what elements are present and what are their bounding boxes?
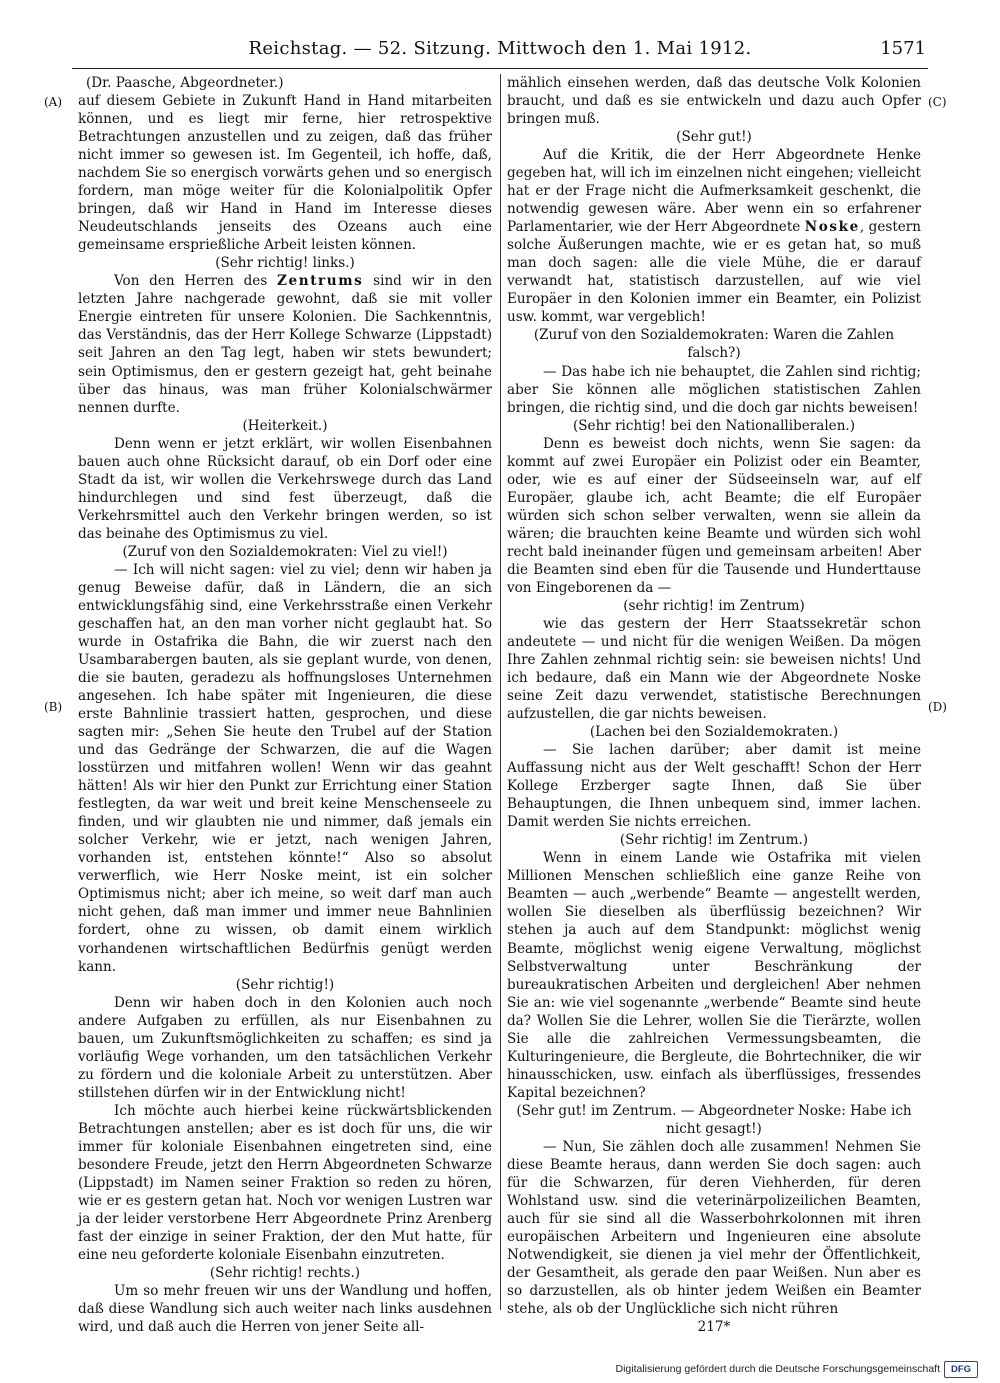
paragraph: — Ich will nicht sagen: viel zu viel; denn wir haben ja genug Beweise dafür, daß in Ländern, die an sich entwicklungsfähig sind, eine Verkehrsstraße einen Verkehr geschaffen hat, an den man vorher nicht geglaubt hat. So wurde in Ostafrika die Bahn, die wir zuerst nach den Usambarabergen bauten, als sie geplant wurde, von denen, die sie bauten, geradezu als hoffnungsloses Unternehmen angesehen. Ich habe später mit Ingenieuren, die diese erste Bahnlinie trassiert hatten, gesprochen, und diese sagten mir: „Sehen Sie heute den Trubel auf der Station und das Gedränge der Schwarzen, die auf die Wagen losstürzen und mitfahren wollen! Wenn wir das geahnt hätten! Als wir hier den Punkt zur Errichtung einer Station festlegten, da war weit und breit keine Menschenseele zu finden, und wir glaubten nie und nimmer, daß jemals ein solcher Verkehr, wie er jetzt, nach wenigen Jahren, vorhanden ist, entstehen könnte!“ Also so absolut verwerflich, wie Herr Noske meint, ist ein solcher Optimismus nicht; aber ich meine, so weit darf man auch nicht gehen, daß man immer und immer neue Bahnlinien fordert, ohne zu wissen, ob damit einem wirklich vorhandenen wirtschaftlichen Bedürfnis genügt werden kann.	[78, 561, 492, 975]
interjection: (Zuruf von den Sozialdemokraten: Viel zu viel!)	[122, 543, 448, 560]
paragraph	[507, 146, 921, 326]
paragraph: Ich möchte auch hierbei keine rückwärtsblickenden Betrachtungen anstellen; aber es ist doch für uns, die wir immer für koloniale Eisenbahnen eingetreten sind, eine besondere Freude, jetzt den Herrn Abgeordneten Schwarze (Lippstadt) im Namen seiner Fraktion so reden zu hören, wie er es gestern getan hat. Noch vor wenigen Lustren war ja der leider verstorbene Herr Abgeordnete Prinz Arenberg fast der einzige in seiner Fraktion, der den Mut hatte, für eine neu geforderte koloniale Eisenbahn einzutreten.	[78, 1102, 492, 1264]
text-run: sind wir in den letzten Jahre nachgerade gewohnt, daß sie mit voller Energie eintreten für unsere Kolonien. Die Sachkenntnis, das Verständnis, das der Herr Kollege Schwarze (Lippstadt) seit Jahren an den Tag legt, haben wir stets bewundert; sein Optimismus, den er gestern gezeigt hat, geht beinahe über das hinaus, was man früher Kolonialschwärmer nennen durfte.	[78, 273, 492, 416]
paragraph: Wenn in einem Lande wie Ostafrika mit vielen Millionen Menschen schließlich eine ganze Reihe von Beamten — auch „werbende“ Beamte — angestellt werden, wollen Sie dieselben als überflüssig bezeichnen? Wir stehen ja auch auf dem Standpunkt: möglichst wenig Beamte, möglichst wenig eigene Verwaltung, möglichst Selbstverwaltung unter Beschränkung der bureaukratischen Arbeiten und dergleichen! Aber nehmen Sie an: wie viel sogenannte „werbende“ Beamte sind heute da? Wollen Sie die Lehrer, wollen Sie die Tierärzte, wollen Sie alle die zahlreichen Vermessungsbeamten, die Kulturingenieure, die Bergleute, die Bohrtechniker, die wir hinausschicken, usw. einfach als überflüssiges, fressendes Kapital bezeichnen?	[507, 850, 921, 1101]
paragraph: Denn es beweist doch nichts, wenn Sie sagen: da kommt auf zwei Europäer ein Polizist oder ein Beamter, oder, wie es auf einer der Südseeinseln war, auf elf Europäer, glaube ich, acht Beamte; die elf Europäer würden sich schon selber verwalten, wenn sie allein da wären; die brauchten keine Beamte und würden sich wohl recht bald ineinander fügen und gemeinsam arbeiten! Aber die Beamten sind eben für die Tausende und Hunderttause von Eingeborenen da —	[507, 435, 921, 596]
running-head: Reichstag. — 52. Sitzung. Mittwoch den 1. Mai 1912.	[248, 38, 752, 59]
paragraph: mählich einsehen werden, daß das deutsche Volk Kolonien braucht, und daß es sie entwickeln und dazu auch Opfer bringen muß.	[507, 75, 921, 128]
paragraph: wie das gestern der Herr Staatssekretär schon andeutete — und nicht für die wenigen Weißen. Da mögen Ihre Zahlen zehnmal richtig sein: sie beweisen nichts! Und ich bedaure, daß ein Mann wie der Abgeordnete Noske seine Zeit dazu verwendet, statistische Berechnungen aufzustellen, die gar nichts beweisen.	[507, 615, 921, 723]
emphasized-name: Zentrums	[277, 273, 364, 290]
right-column	[507, 74, 921, 1336]
interjection: (Sehr richtig! links.)	[215, 255, 355, 272]
speaker-note: (Dr. Paasche, Abgeordneter.)	[86, 75, 284, 91]
margin-marker-b: (B)	[44, 700, 63, 714]
margin-marker-a: (A)	[44, 95, 63, 109]
interjection: (Sehr richtig!)	[235, 976, 335, 993]
page-footer	[0, 1360, 1000, 1380]
margin-marker-d: (D)	[928, 700, 947, 714]
page-header	[0, 0, 1000, 75]
interjection: (Sehr richtig! bei den Nationalliberalen.)	[572, 417, 856, 434]
paragraph	[78, 272, 492, 416]
sheet-signature: 217*	[697, 1319, 731, 1336]
text-run: Von den Herren des	[114, 273, 278, 290]
interjection: (Sehr gut!)	[676, 129, 752, 146]
paragraph: — Nun, Sie zählen doch alle zusammen! Nehmen Sie diese Beamte heraus, dann werden Sie doch sagen: auch für die Schwarzen, für deren Viehherden, für deren Wohlstand usw. sind die veterinärpolizeilichen Beamten, auch für sie sind all die Wasserbohrkolonnen mit ihren europäischen Arbeitern und Ingenieuren eine absolute Notwendigkeit, sie dienen ja viel mehr der Öffentlichkeit, der Gesamtheit, als gerade den paar Weißen. Nun aber es so darzustellen, als ob hinter jedem Weißen ein Beamter stehe, als ob der Unglückliche sich nicht rühren	[507, 1138, 921, 1318]
paragraph: Denn wir haben doch in den Kolonien auch noch andere Aufgaben zu erfüllen, als nur Eisenbahnen zu bauen, um Zukunftsmöglichkeiten zu schaffen; es sind ja vorläufig Wege vorhanden, um den tatsächlichen Verkehr zu fördern und die koloniale Arbeit zu unterstützen. Aber stillstehen dürfen wir in der Entwicklung nicht!	[78, 994, 492, 1101]
funding-note: Digitalisierung gefördert durch die Deutsche Forschungsgemeinschaft	[615, 1363, 940, 1375]
interjection: (Zuruf von den Sozialdemokraten: Waren die Zahlen falsch?)	[533, 327, 895, 362]
emphasized-name: Noske	[804, 219, 860, 236]
header-rule	[72, 68, 928, 69]
interjection: (Lachen bei den Sozialdemokraten.)	[589, 724, 839, 741]
interjection: (Sehr richtig! rechts.)	[209, 1265, 361, 1282]
page-number: 1571	[880, 38, 926, 59]
column-divider	[500, 74, 501, 1310]
dfg-logo: DFG	[944, 1361, 978, 1378]
paragraph: — Das habe ich nie behauptet, die Zahlen sind richtig; aber Sie können alle möglichen statistischen Zahlen bringen, die richtig sind, und die doch gar nichts beweisen!	[507, 363, 921, 416]
interjection: (Sehr gut! im Zentrum. — Abgeordneter Noske: Habe ich nicht gesagt!)	[516, 1102, 912, 1137]
interjection: (sehr richtig! im Zentrum)	[623, 597, 805, 614]
text-run: Auf die Kritik, die der Herr Abgeordnete Henke gegeben hat, will ich im einzelnen nicht eingehen; vielleicht hat er der Frage nicht die Aufmerksamkeit geschenkt, die notwendig gewesen wäre. Aber wenn ein so erfahrener Parlamentarier, wie der Herr Abgeordnete	[507, 147, 921, 236]
text-run: , gestern solche Äußerungen machte, wie er es getan hat, so muß man doch sagen: alle die viele Mühe, die er darauf verwandt hat, statistisch darzustellen, auf wie viel Europäer in den Kolonien immer ein Beamter, ein Polizist usw. kommt, war vergeblich!	[507, 219, 921, 326]
paragraph: auf diesem Gebiete in Zukunft Hand in Hand mitarbeiten können, und es liegt mir ferne, hier retrospektive Betrachtungen anzustellen und zu zeigen, daß das früher nicht immer so gewesen ist. Im Gegenteil, ich hoffe, daß, nachdem Sie so energisch vorwärts gehen und so energisch fordern, man möge weiter für die Kolonialpolitik Opfer bringen, daß wir Hand in Hand im Interesse dieses Neudeutschlands jenseits des Ozeans auch eine gemeinsame ersprießliche Arbeit leisten können.	[78, 93, 492, 254]
margin-marker-c: (C)	[928, 95, 947, 109]
paragraph: Um so mehr freuen wir uns der Wandlung und hoffen, daß diese Wandlung sich auch weiter nach links ausdehnen wird, und daß auch die Herren von jener Seite all-	[78, 1283, 492, 1336]
paragraph: Denn wenn er jetzt erklärt, wir wollen Eisenbahnen bauen auch ohne Rücksicht darauf, ob ein Dorf oder eine Stadt da ist, wir wollen die Verkehrswege durch das Land hindurchlegen und sind fest überzeugt, daß die Verkehrsmittel auch den Verkehr bringen werden, so ist das beinahe des Optimismus zu viel.	[78, 435, 492, 542]
paragraph: — Sie lachen darüber; aber damit ist meine Auffassung nicht aus der Welt geschafft! Schon der Herr Kollege Erzberger sagte Ihnen, daß Sie über Behauptungen, die Ihnen unbequem sind, immer lachen. Damit werden Sie nichts erreichen.	[507, 742, 921, 831]
left-column	[78, 74, 492, 1336]
interjection: (Sehr richtig! im Zentrum.)	[619, 832, 809, 849]
interjection: (Heiterkeit.)	[242, 417, 328, 434]
